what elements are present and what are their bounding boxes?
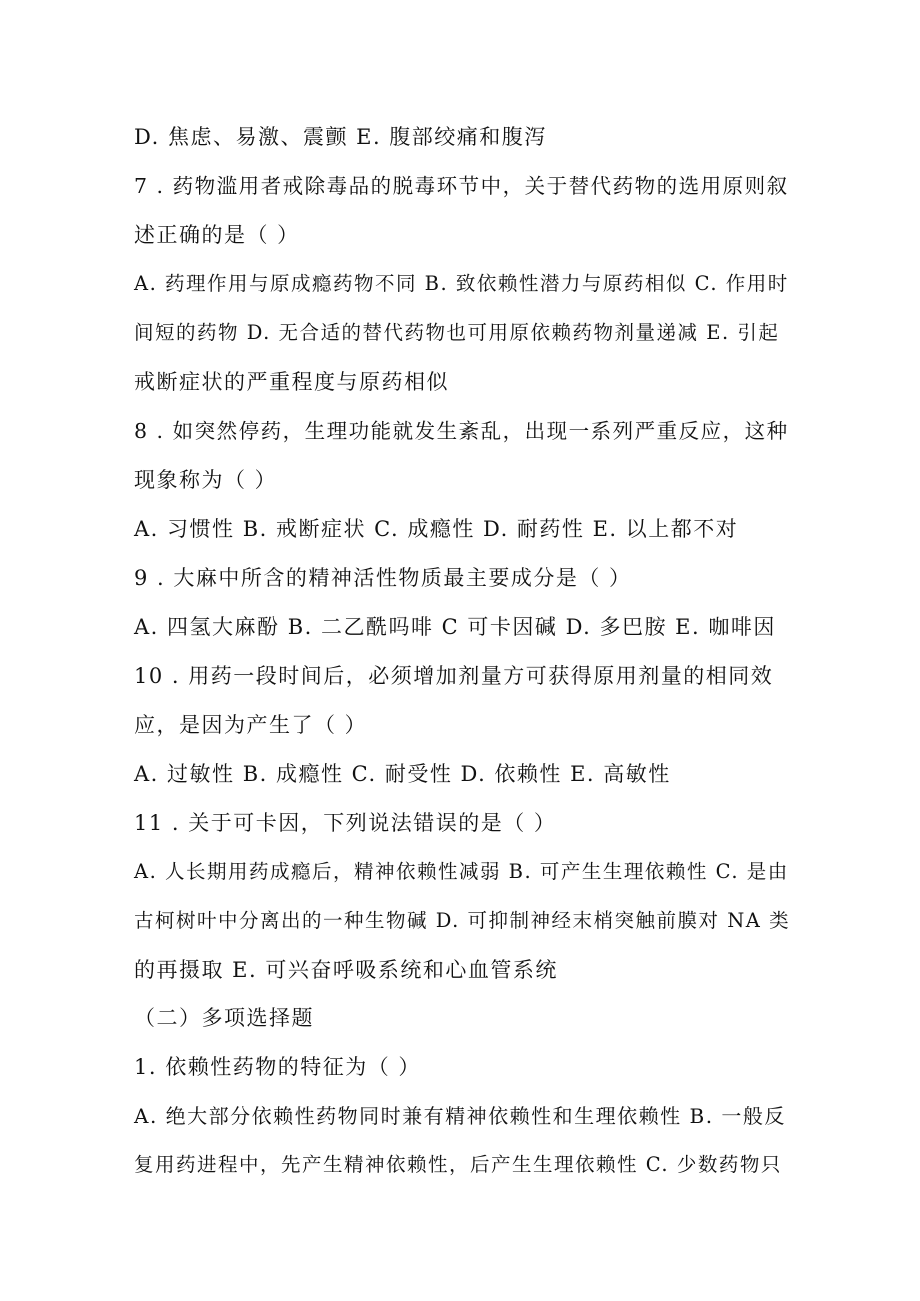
- question-11-options-line-2: 古柯树叶中分离出的一种生物碱 D. 可抑制神经末梢突触前膜对 NA 类: [134, 909, 791, 932]
- question-9-options: A. 四氢大麻酚 B. 二乙酰吗啡 C 可卡因碱 D. 多巴胺 E. 咖啡因: [134, 615, 776, 639]
- multi-question-1-options-line-1: A. 绝大部分依赖性药物同时兼有精神依赖性和生理依赖性 B. 一般反: [134, 1104, 786, 1128]
- section-heading-multiple-choice: （二）多项选择题: [134, 1006, 314, 1030]
- question-11-options-line-1: A. 人长期用药成瘾后，精神依赖性减弱 B. 可产生生理依赖性 C. 是由: [134, 860, 789, 883]
- question-10-options: A. 过敏性 B. 成瘾性 C. 耐受性 D. 依赖性 E. 高敏性: [134, 762, 671, 786]
- question-9-stem: 9 . 大麻中所含的精神活性物质最主要成分是（ ）: [134, 566, 632, 590]
- text-line-option-6d-6e: D. 焦虑、易激、震颤 E. 腹部绞痛和腹泻: [134, 125, 547, 149]
- question-7-options-line-2: 间短的药物 D. 无合适的替代药物也可用原依赖药物剂量递减 E. 引起: [134, 321, 780, 344]
- question-7-options-line-3: 戒断症状的严重程度与原药相似: [134, 370, 449, 394]
- question-7-stem-line-1: 7 . 药物滥用者戒除毒品的脱毒环节中，关于替代药物的选用原则叙: [134, 174, 789, 198]
- question-8-stem-line-2: 现象称为（ ）: [134, 468, 278, 492]
- question-8-options: A. 习惯性 B. 戒断症状 C. 成瘾性 D. 耐药性 E. 以上都不对: [134, 517, 739, 541]
- question-8-stem-line-1: 8 . 如突然停药，生理功能就发生紊乱，出现一系列严重反应，这种: [134, 419, 789, 443]
- question-11-options-line-3: 的再摄取 E. 可兴奋呼吸系统和心血管系统: [134, 958, 558, 982]
- question-7-options-line-1: A. 药理作用与原成瘾药物不同 B. 致依赖性潜力与原药相似 C. 作用时: [134, 272, 789, 295]
- question-11-stem: 11 . 关于可卡因，下列说法错误的是（ ）: [134, 811, 557, 835]
- question-10-stem-line-2: 应，是因为产生了（ ）: [134, 713, 368, 737]
- question-10-stem-line-1: 10 . 用药一段时间后，必须增加剂量方可获得原用剂量的相同效: [134, 664, 774, 688]
- question-7-stem-line-2: 述正确的是（ ）: [134, 223, 300, 247]
- multi-question-1-stem: 1. 依赖性药物的特征为（ ）: [134, 1055, 421, 1079]
- multi-question-1-options-line-2: 复用药进程中，先产生精神依赖性，后产生生理依赖性 C. 少数药物只: [134, 1153, 782, 1176]
